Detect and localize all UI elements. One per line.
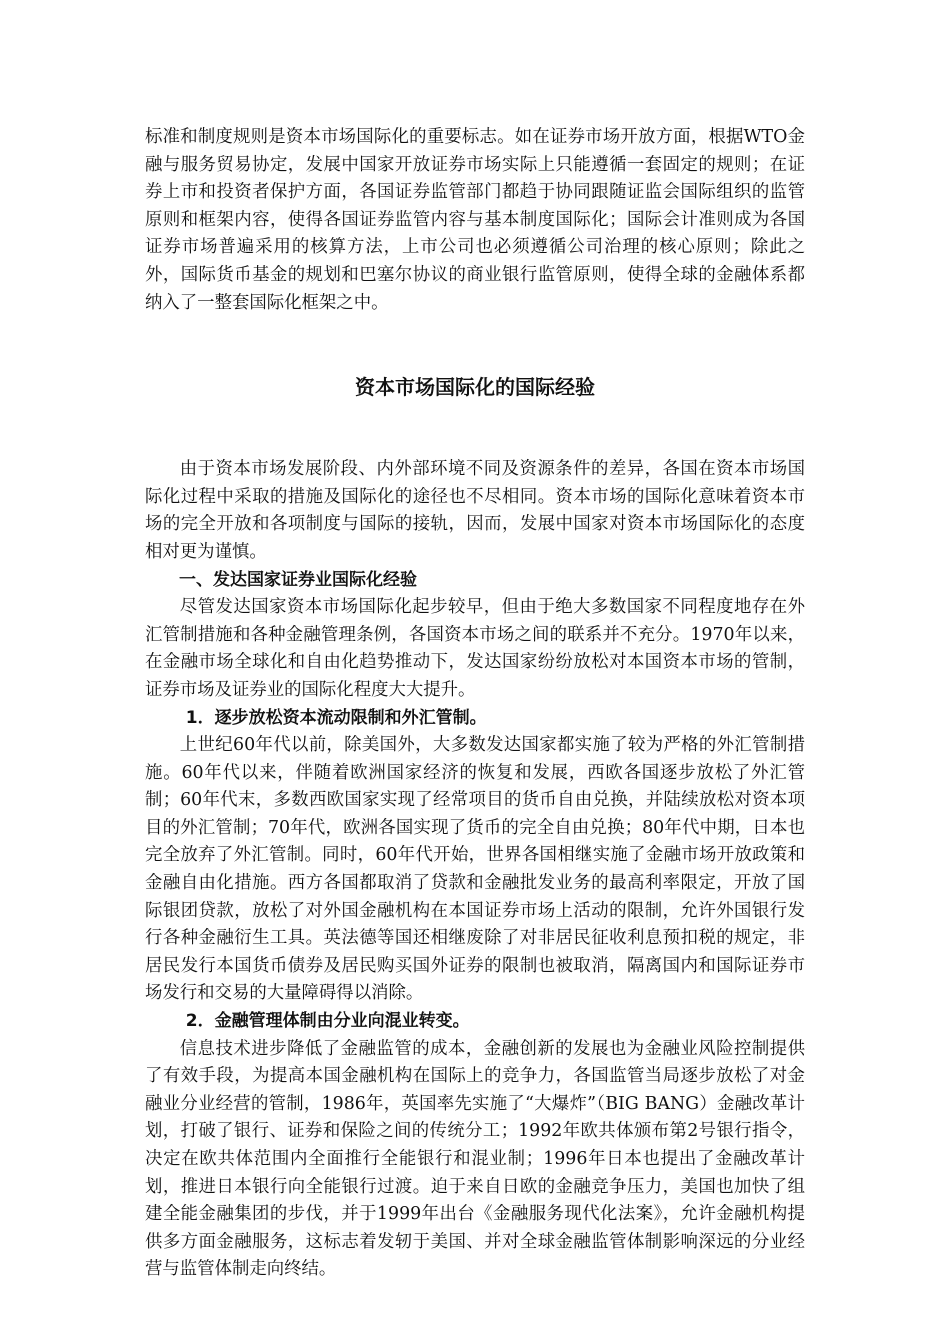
subheading-1: 1．逐步放松资本流动限制和外汇管制。 — [185, 707, 487, 728]
document-page — [145, 124, 805, 1284]
section-intro-paragraph: 由于资本市场发展阶段、内外部环境不同及资源条件的差异，各国在资本市场国际化过程中采取的措施及国际化的途径也不尽相同。资本市场的国际化意味着资本市场的完全开放和各项制度与国际的接轨，因而，发展中国家对资本市场国际化的态度相对更为谨慎。 — [145, 459, 805, 562]
subheading-2: 2．金融管理体制由分业向混业转变。 — [185, 1011, 470, 1032]
section-heading-1: 一、发达国家证券业国际化经验 — [179, 569, 417, 590]
section-1-paragraph: 尽管发达国家资本市场国际化起步较早，但由于绝大多数国家不同程度地存在外汇管制措施和各种金融管理条例，各国资本市场之间的联系并不充分。1970年以来，在金融市场全球化和自由化趋势推动下，发达国家纷纷放松对本国资本市场的管制，证券市场及证券业的国际化程度大大提升。 — [145, 597, 805, 700]
subheading-2-paragraph: 信息技术进步降低了金融监管的成本，金融创新的发展也为金融业风险控制提供了有效手段，为提高本国金融机构在国际上的竞争力，各国监管当局逐步放松了对金融业分业经营的管制，1986年，英国率先实施了“大爆炸”（BIG BANG）金融改革计划，打破了银行、证券和保险之间的传统分工；1992年欧共体颁布第2号银行指令，决定在欧共体范围内全面推行全能银行和混业制；1996年日本也提出了金融改革计划，推进日本银行向全能银行过渡。迫于来自日欧的金融竞争压力，美国也加快了组建全能金融集团的步伐，并于1999年出台《金融服务现代化法案》，允许金融机构提供多方面金融服务，这标志着发轫于美国、并对全球金融监管体制影响深远的分业经营与监管体制走向终结。 — [145, 1038, 805, 1280]
page-title: 资本市场国际化的国际经验 — [355, 375, 595, 400]
subheading-1-paragraph: 上世纪60年代以前，除美国外，大多数发达国家都实施了较为严格的外汇管制措施。60年代以来，伴随着欧洲国家经济的恢复和发展，西欧各国逐步放松了外汇管制；60年代末，多数西欧国家实现了经常项目的货币自由兑换，并陆续放松对资本项目的外汇管制；70年代，欧洲各国实现了货币的完全自由兑换；80年代中期，日本也完全放弃了外汇管制。同时，60年代开始，世界各国相继实施了金融市场开放政策和金融自由化措施。西方各国都取消了贷款和金融批发业务的最高利率限定，开放了国际银团贷款，放松了对外国金融机构在本国证券市场上活动的限制，允许外国银行发行各种金融衍生工具。英法德等国还相继废除了对非居民征收利息预扣税的规定，非居民发行本国货币债券及居民购买国外证券的限制也被取消，隔离国内和国际证券市场发行和交易的大量障碍得以消除。 — [145, 735, 805, 1004]
intro-paragraph: 标准和制度规则是资本市场国际化的重要标志。如在证券市场开放方面，根据WTO金融与服务贸易协定，发展中国家开放证券市场实际上只能遵循一套固定的规则；在证券上市和投资者保护方面，各国证券监管部门都趋于协同跟随证监会国际组织的监管原则和框架内容，使得各国证券监管内容与基本制度国际化；国际会计准则成为各国证券市场普遍采用的核算方法，上市公司也必须遵循公司治理的核心原则；除此之外，国际货币基金的规划和巴塞尔协议的商业银行监管原则，使得全球的金融体系都纳入了一整套国际化框架之中。 — [145, 127, 805, 313]
